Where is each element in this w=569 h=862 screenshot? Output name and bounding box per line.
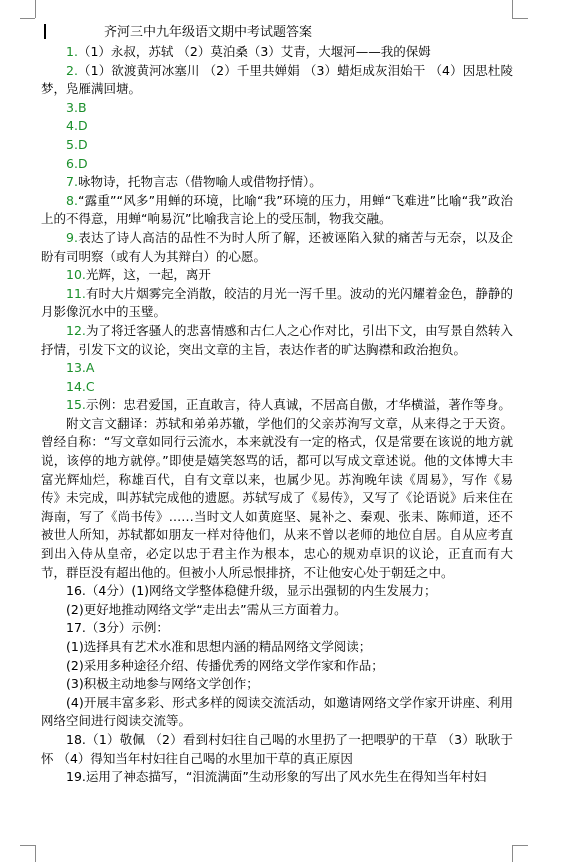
answer-3: 3.B bbox=[66, 99, 87, 115]
answer-5: 5.D bbox=[66, 136, 88, 152]
answer-2: 2.（1）欲渡黄河冰塞川 （2）千里共婵娟 （3）蜡炬成灰泪始干 （4）因思杜陵梦，凫雁满回塘。 bbox=[41, 62, 513, 97]
answer-10: 10.光辉，这，一起，离开 bbox=[66, 267, 211, 283]
answer-17-item-4: (4)开展丰富多彩、形式多样的阅读交流活动，如邀请网络文学作家开讲座、利用网络空间进行阅读交流等。 bbox=[41, 694, 513, 729]
corner-mark-bottom-left-v bbox=[34, 845, 36, 862]
answer-16-head: 16.（4分）(1)网络文学整体稳健升级，显示出强韧的内生发展力； bbox=[66, 583, 437, 599]
answer-13: 13.A bbox=[66, 360, 95, 376]
corner-mark-bottom-right bbox=[512, 845, 528, 847]
corner-mark-top-right-h bbox=[512, 18, 528, 20]
answer-17-item-1: (1)选择具有艺术水准和思想内涵的精品网络文学阅读； bbox=[66, 639, 372, 654]
answer-17-head: 17.（3分）示例： bbox=[66, 620, 169, 636]
answer-18: 18.（1）敬佩 （2）看到村妇往自己喝的水里扔了一把喂驴的干草 （3）耿耿于怀 （4）得知当年村妇往自己喝的水里加干草的真正原因 bbox=[41, 731, 513, 766]
corner-mark-top-left-h bbox=[20, 18, 35, 20]
corner-mark-bottom-left bbox=[20, 845, 35, 847]
text-cursor bbox=[44, 24, 46, 39]
answer-12: 12.为了将迁客骚人的悲喜情感和古仁人之心作对比，引出下文，由写景自然转入抒情，引发下文的议论，突出文章的主旨，表达作者的旷达胸襟和政治抱负。 bbox=[41, 322, 513, 357]
answer-9: 9.表达了诗人高洁的品性不为时人所了解，还被诬陷入狱的痛苦与无奈，以及企盼有司明察（或有人为其辩白）的心愿。 bbox=[41, 229, 513, 264]
corner-mark-top-right bbox=[512, 0, 514, 18]
answer-6: 6.D bbox=[66, 155, 88, 171]
answer-17-item-2: (2)采用多种途径介绍、传播优秀的网络文学作家和作品； bbox=[66, 657, 384, 673]
answer-11: 11.有时大片烟雾完全消散，皎洁的月光一泻千里。波动的光闪耀着金色，静静的月影像沉水中的玉璧。 bbox=[41, 285, 513, 320]
corner-mark-top-left bbox=[34, 0, 36, 18]
answer-19: 19.运用了神态描写，“泪流满面”生动形象的写出了风水先生在得知当年村妇 bbox=[66, 769, 487, 785]
answer-8: 8.“露重”“风多”用蝉的环境，比喻“我”环境的压力，用蝉“飞难进”比喻“我”政治上的不得意，用蝉“响易沉”比喻我言论上的受压制，物我交融。 bbox=[41, 192, 513, 227]
answer-14: 14.C bbox=[66, 378, 95, 394]
corner-mark-bottom-right-v bbox=[512, 845, 514, 862]
answer-7: 7.咏物诗，托物言志（借物喻人或借物抒情）。 bbox=[66, 174, 322, 190]
document-body[interactable] bbox=[41, 43, 513, 787]
answer-4: 4.D bbox=[66, 118, 88, 134]
answer-15: 15.示例：忠君爱国，正直敢言，待人真诚，不居高自傲，才华横溢，著作等身。 bbox=[66, 397, 511, 413]
document-title: 齐河三中九年级语文期中考试题答案 bbox=[104, 25, 313, 40]
answer-16-item-2: (2)更好地推动网络文学“走出去”需从三方面着力。 bbox=[66, 601, 347, 617]
answer-1: 1.（1）永叔，苏轼 （2）莫泊桑（3）艾青，大堰河——我的保姆 bbox=[66, 44, 431, 59]
answer-17-item-3: (3)积极主动地参与网络文学创作； bbox=[66, 676, 259, 692]
translation-paragraph: 附文言文翻译：苏轼和弟弟苏辙，学他们的父亲苏洵写文章，从来得之于天资。曾经自称：“写文章如同行云流水，本来就没有一定的格式，仅是常要在该说的地方就说，该停的地方就停。”即使是嬉笑怒骂的话，都可以写成文章述说。他的文体博大丰富光辉灿烂，称雄百代，自有文章以来，也属少见。苏洵晚年读《周易》，写作《易传》未完成，叫苏轼完成他的遗愿。苏轼写成了《易传》，又写了《论语说》后来住在海南，写了《尚书传》……当时文人如黄庭坚、晁补之、秦观、张耒、陈师道，还不被世人所知，苏轼都如朋友一样对待他们，从来不曾以老师的地位自居。自从应考直到出入侍从皇帝，必定以忠于君主作为根本，忠心的规劝卓识的议论，正直而有大节，群臣没有超出他的。但被小人所忌恨排挤，不让他安心处于朝廷之中。 bbox=[41, 415, 513, 580]
